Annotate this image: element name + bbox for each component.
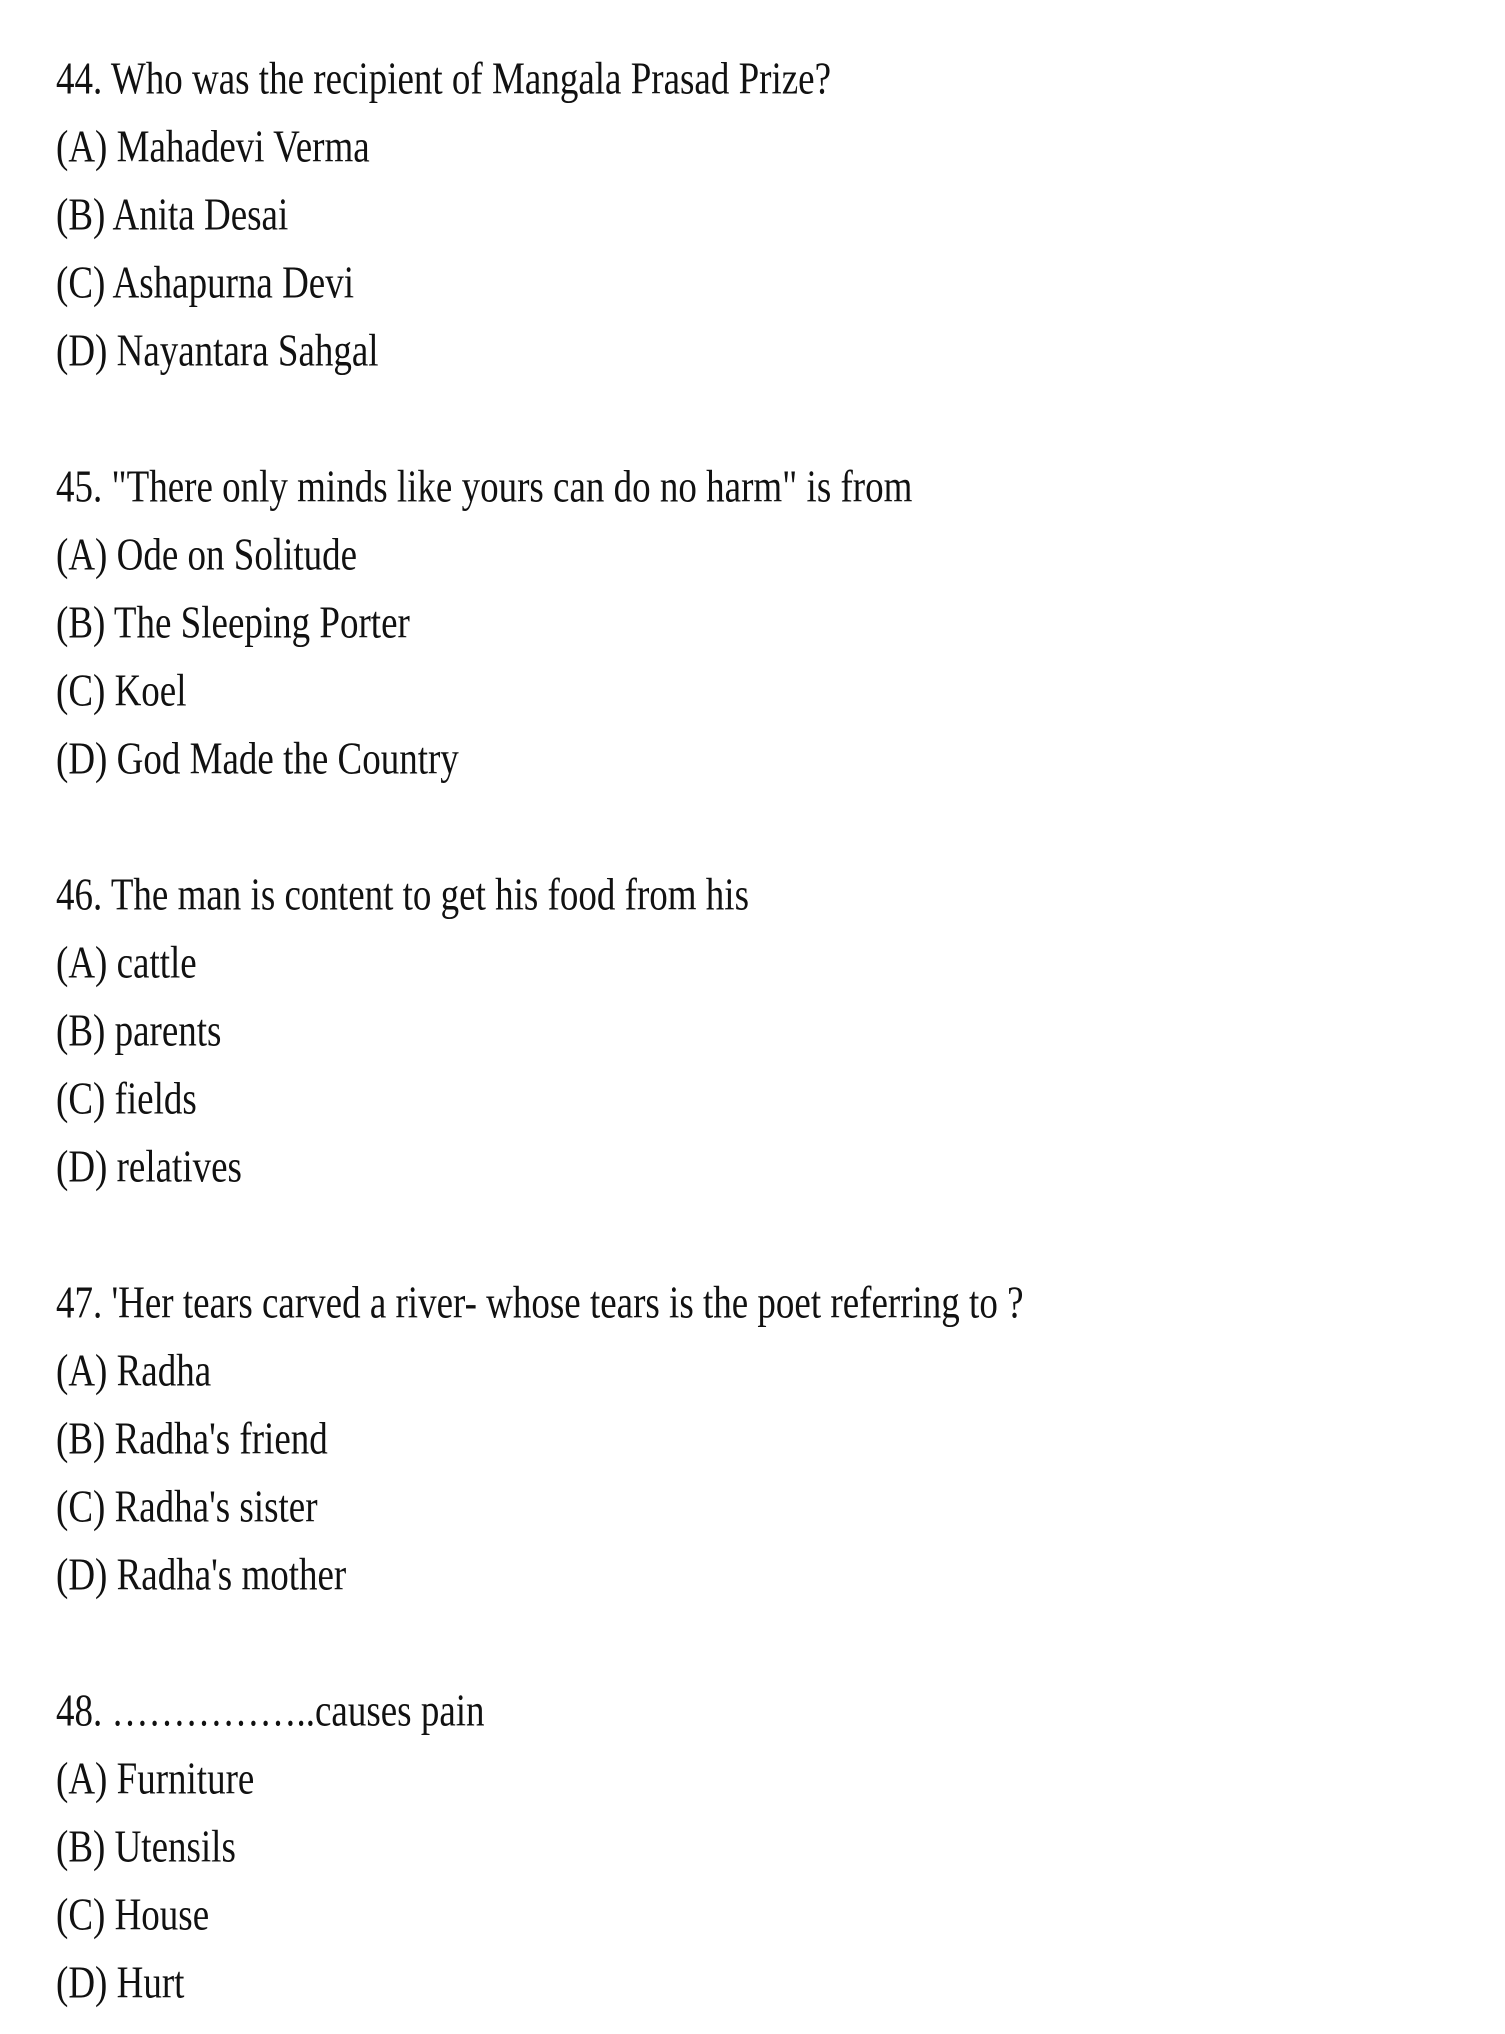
answer-option <box>56 1134 1024 1202</box>
spacer <box>56 386 1024 454</box>
answer-option-label: (A) Mahadevi Verma <box>56 122 370 173</box>
spacer <box>56 794 1024 862</box>
answer-option-label: (B) Utensils <box>56 1822 236 1873</box>
question-text <box>56 1270 1024 1338</box>
answer-option-label: (A) cattle <box>56 938 197 989</box>
answer-option <box>56 182 1024 250</box>
answer-option <box>56 998 1024 1066</box>
answer-option-label: (B) Anita Desai <box>56 190 289 241</box>
answer-option <box>56 522 1024 590</box>
question-text <box>56 862 1024 930</box>
answer-option <box>56 1882 1024 1950</box>
question-label: 46. The man is content to get his food from his <box>56 870 749 921</box>
answer-option-label: (D) Nayantara Sahgal <box>56 326 379 377</box>
answer-option <box>56 1066 1024 1134</box>
question-text <box>56 46 1024 114</box>
answer-option <box>56 1814 1024 1882</box>
answer-option-label: (D) Hurt <box>56 1958 185 2009</box>
answer-option <box>56 114 1024 182</box>
question-label: 44. Who was the recipient of Mangala Prasad Prize? <box>56 54 832 105</box>
spacer <box>56 1202 1024 1270</box>
question-text <box>56 454 1024 522</box>
answer-option-label: (D) God Made the Country <box>56 734 459 785</box>
answer-option-label: (C) House <box>56 1890 210 1941</box>
question-block <box>56 862 1024 1202</box>
answer-option <box>56 1950 1024 2018</box>
answer-option <box>56 250 1024 318</box>
question-block <box>56 1678 1024 2018</box>
answer-option <box>56 1474 1024 1542</box>
spacer <box>56 1610 1024 1678</box>
answer-option <box>56 318 1024 386</box>
question-text <box>56 1678 1024 1746</box>
answer-option <box>56 1406 1024 1474</box>
answer-option-label: (D) Radha's mother <box>56 1550 347 1601</box>
answer-option-label: (C) Koel <box>56 666 187 717</box>
question-block <box>56 1270 1024 1610</box>
answer-option <box>56 590 1024 658</box>
answer-option <box>56 1338 1024 1406</box>
answer-option <box>56 1542 1024 1610</box>
answer-option-label: (A) Furniture <box>56 1754 255 1805</box>
question-label: 47. 'Her tears carved a river- whose tears is the poet referring to ? <box>56 1278 1024 1329</box>
answer-option <box>56 1746 1024 1814</box>
answer-option-label: (A) Radha <box>56 1346 212 1397</box>
answer-option-label: (B) parents <box>56 1006 222 1057</box>
answer-option-label: (C) Ashapurna Devi <box>56 258 354 309</box>
answer-option <box>56 930 1024 998</box>
answer-option-label: (C) Radha's sister <box>56 1482 318 1533</box>
answer-option-label: (D) relatives <box>56 1142 242 1193</box>
question-label: 48. ……………..causes pain <box>56 1686 485 1737</box>
answer-option-label: (C) fields <box>56 1074 197 1125</box>
question-label: 45. "There only minds like yours can do no harm" is from <box>56 462 913 513</box>
answer-option-label: (B) The Sleeping Porter <box>56 598 410 649</box>
question-block <box>56 454 1024 794</box>
question-block <box>56 46 1024 386</box>
answer-option-label: (A) Ode on Solitude <box>56 530 358 581</box>
answer-option-label: (B) Radha's friend <box>56 1414 328 1465</box>
answer-option <box>56 658 1024 726</box>
answer-option <box>56 726 1024 794</box>
question-page <box>56 46 1024 2018</box>
